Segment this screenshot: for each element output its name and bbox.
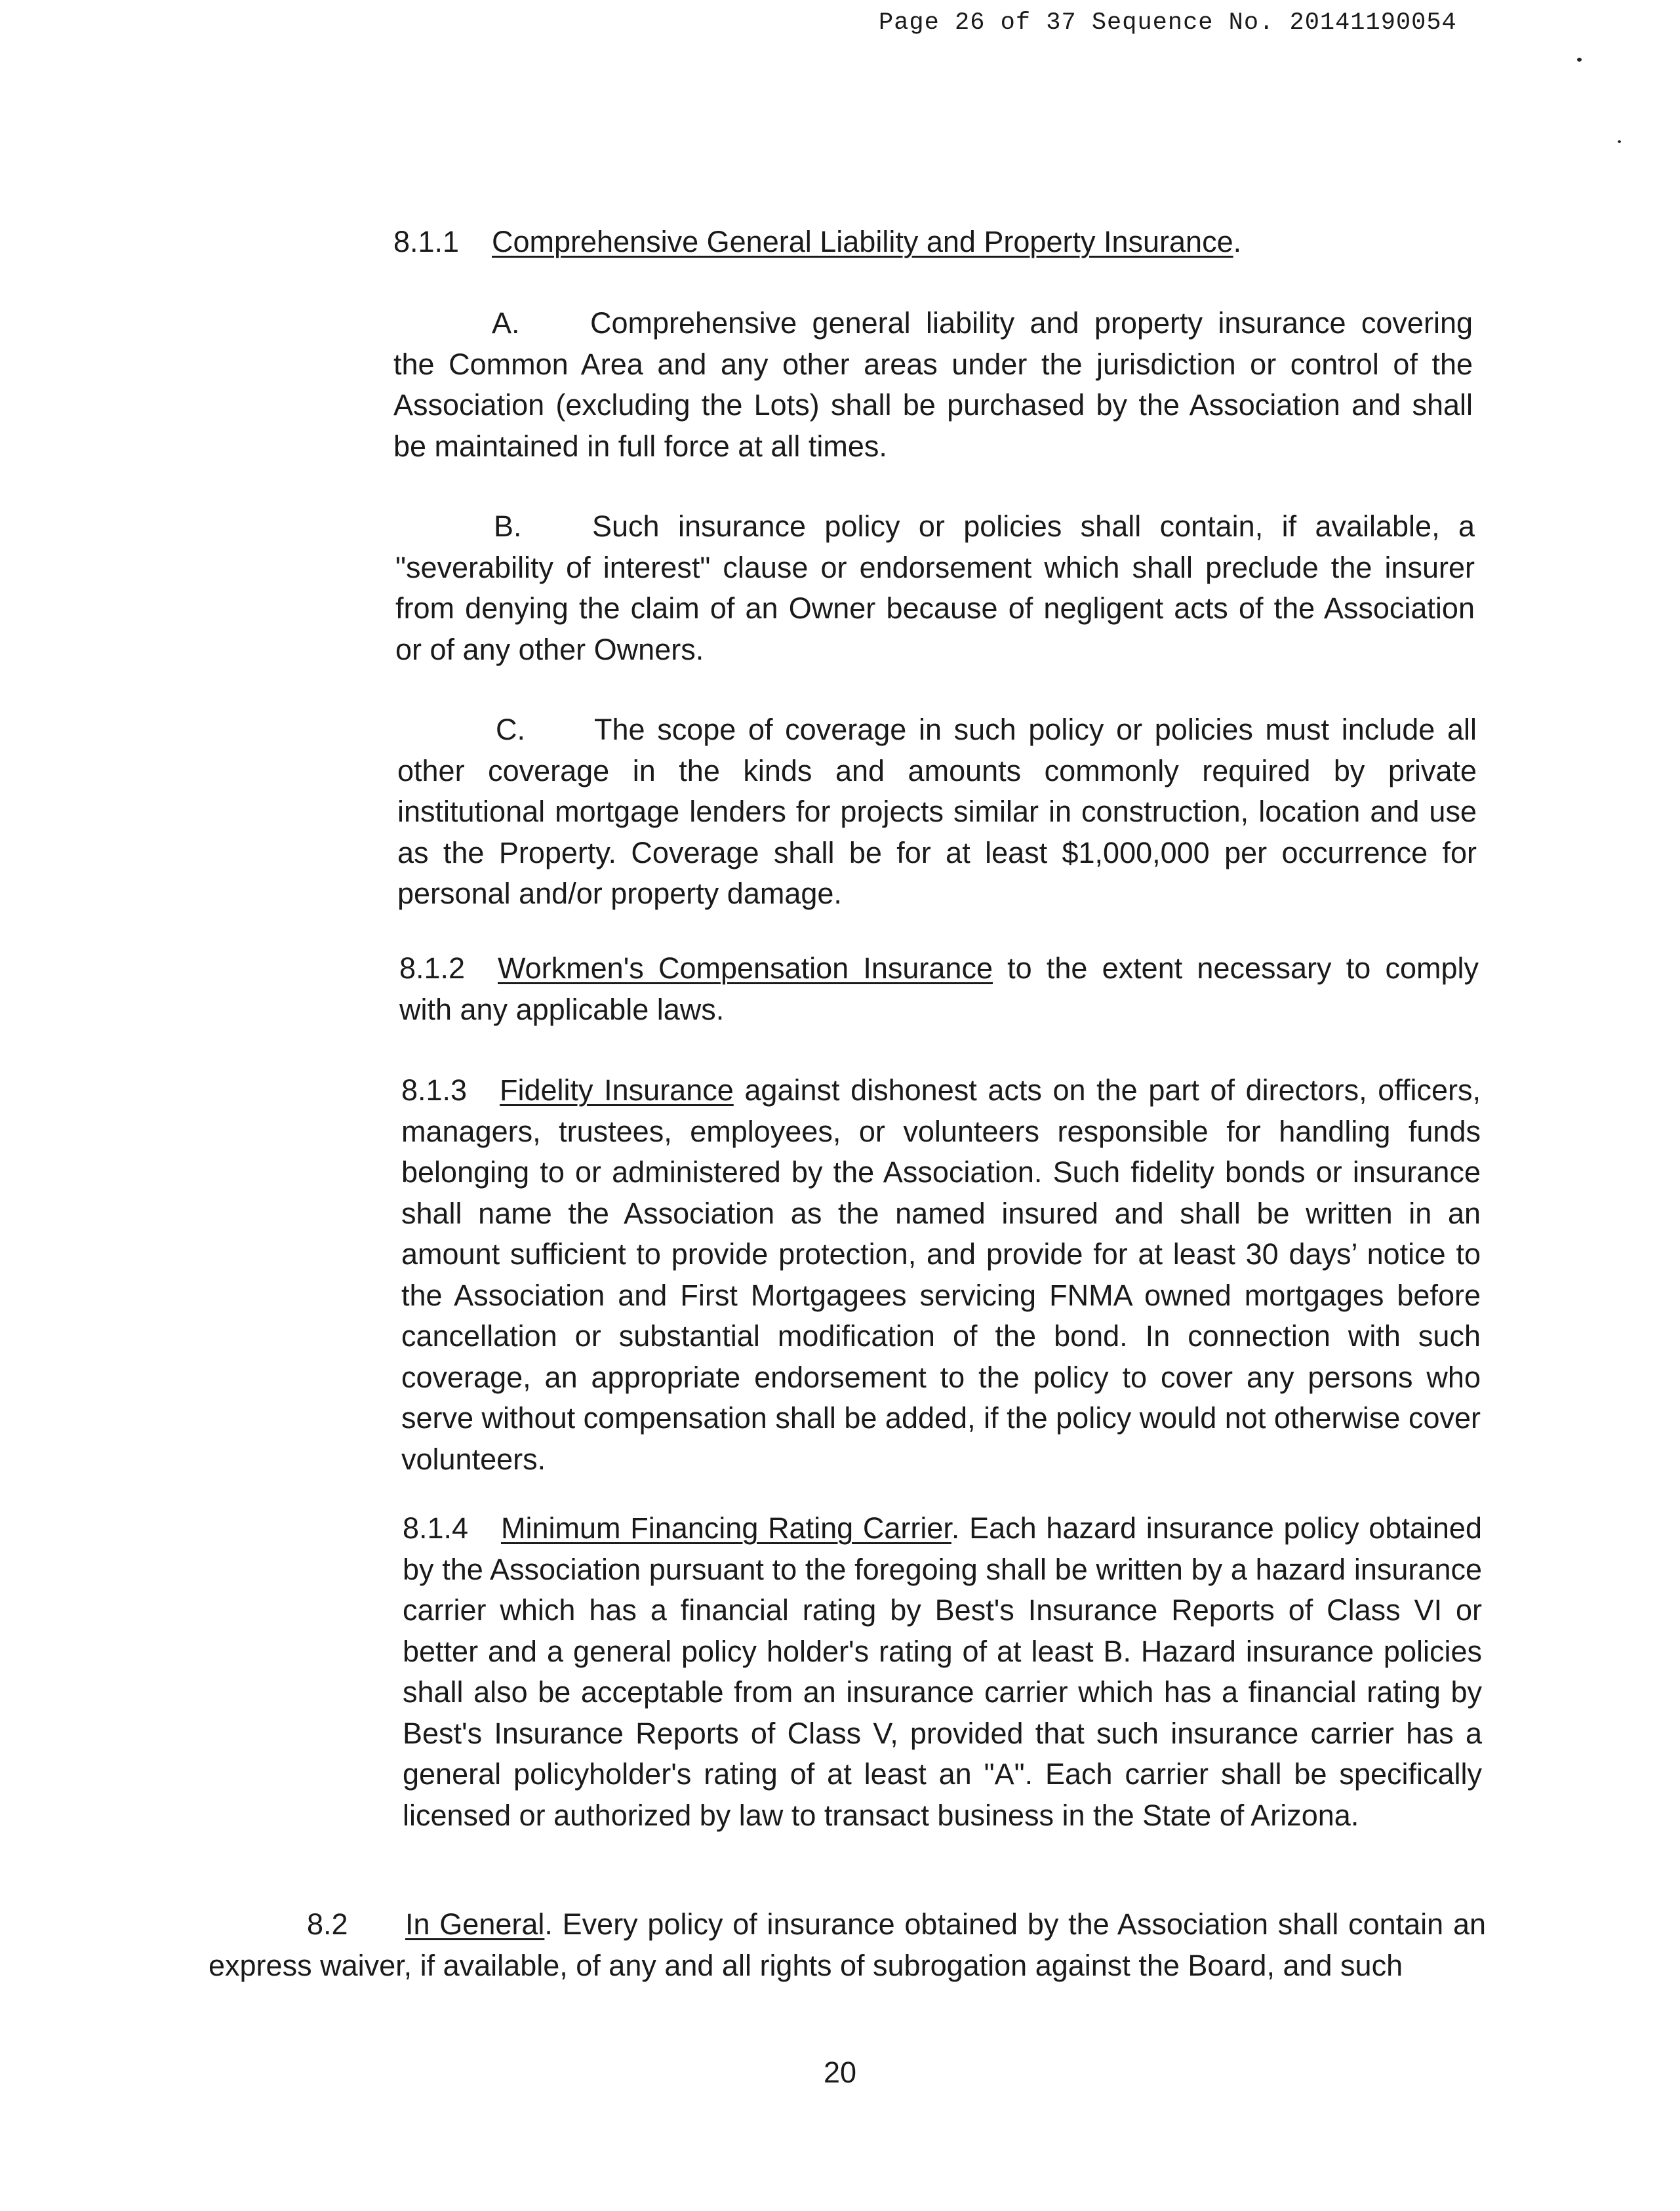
page-number: 20: [823, 2056, 857, 2089]
paragraph-text: The scope of coverage in such policy or policies must include all other coverage in the kinds and amounts commonly required by private institutional mortgage lenders for projects similar in construction, location and use as the Property. Coverage shall be for at least $1,000,000 per occurrence for personal and/or property damage.: [397, 713, 1477, 910]
section-text: against dishonest acts on the part of directors, officers, managers, trustees, employees, or volunteers responsible for handling funds belonging to or administered by the Association. Such fidelity bonds or insurance shall name the Association as the named insured and shall be written in an amount sufficient to provide protection, and provide for at least 30 days’ notice to the Association and First Mortgagees servicing FNMA owned mortgages before cancellation or substantial modification of the bond. In connection with such coverage, an appropriate endorsement to the policy to cover any persons who serve without compensation shall be added, if the policy would not otherwise cover volunteers.: [401, 1073, 1481, 1476]
scan-speck: [1577, 58, 1582, 62]
paragraph-text: Comprehensive general liability and property insurance covering the Common Area and any other areas under the jurisdiction or control of the Association (excluding the Lots) shall be purchased by the Association and shall be maintained in full force at all times.: [393, 306, 1473, 463]
section-title: Workmen's Compensation Insurance: [498, 951, 993, 985]
section-number: 8.2: [307, 1907, 348, 1941]
section-text: to the extent necessary to comply with any applicable laws.: [399, 951, 1479, 1026]
section-8-1-4: [403, 1508, 1482, 1836]
section-number: 8.1.3: [401, 1073, 468, 1107]
section-title: Minimum Financing Rating Carrier: [501, 1511, 951, 1545]
scan-speck: [1618, 140, 1621, 143]
paragraph-8-1-1-a: [393, 303, 1473, 467]
paragraph-label: C.: [496, 713, 525, 746]
section-number: 8.1.2: [399, 951, 466, 985]
page-header: Page 26 of 37 Sequence No. 20141190054: [879, 9, 1457, 37]
section-8-2: [209, 1904, 1486, 1986]
paragraph-label: A.: [492, 306, 520, 340]
section-8-1-1-heading: [393, 222, 1475, 263]
section-text: . Every policy of insurance obtained by the Association shall contain an express waiver, if available, of any and all rights of subrogation against the Board, and such: [209, 1907, 1487, 1982]
section-8-1-3: [401, 1070, 1481, 1480]
heading-period: .: [1233, 225, 1242, 258]
section-number: 8.1.1: [393, 225, 460, 258]
paragraph-label: B.: [494, 509, 522, 543]
section-title: Fidelity Insurance: [500, 1073, 734, 1107]
section-8-1-2: [399, 948, 1479, 1030]
paragraph-8-1-1-c: [397, 709, 1477, 915]
paragraph-text: Such insurance policy or policies shall contain, if available, a "severability of interest" clause or endorsement which shall preclude the insurer from denying the claim of an Owner because of negligent acts of the Association or of any other Owners.: [395, 509, 1475, 666]
section-number: 8.1.4: [403, 1511, 469, 1545]
paragraph-8-1-1-b: [395, 506, 1475, 670]
section-title: Comprehensive General Liability and Property Insurance: [492, 225, 1233, 258]
section-title: In General: [405, 1907, 545, 1941]
section-text: . Each hazard insurance policy obtained by the Association pursuant to the foregoing shall be written by a hazard insurance carrier which has a financial rating by Best's Insurance Reports of Class VI or better and a general policy holder's rating of at least B. Hazard insurance policies shall also be acceptable from an insurance carrier which has a financial rating by Best's Insurance Reports of Class V, provided that such insurance carrier has a general policyholder's rating of at least an "A". Each carrier shall be specifically licensed or authorized by law to transact business in the State of Arizona.: [403, 1511, 1482, 1832]
